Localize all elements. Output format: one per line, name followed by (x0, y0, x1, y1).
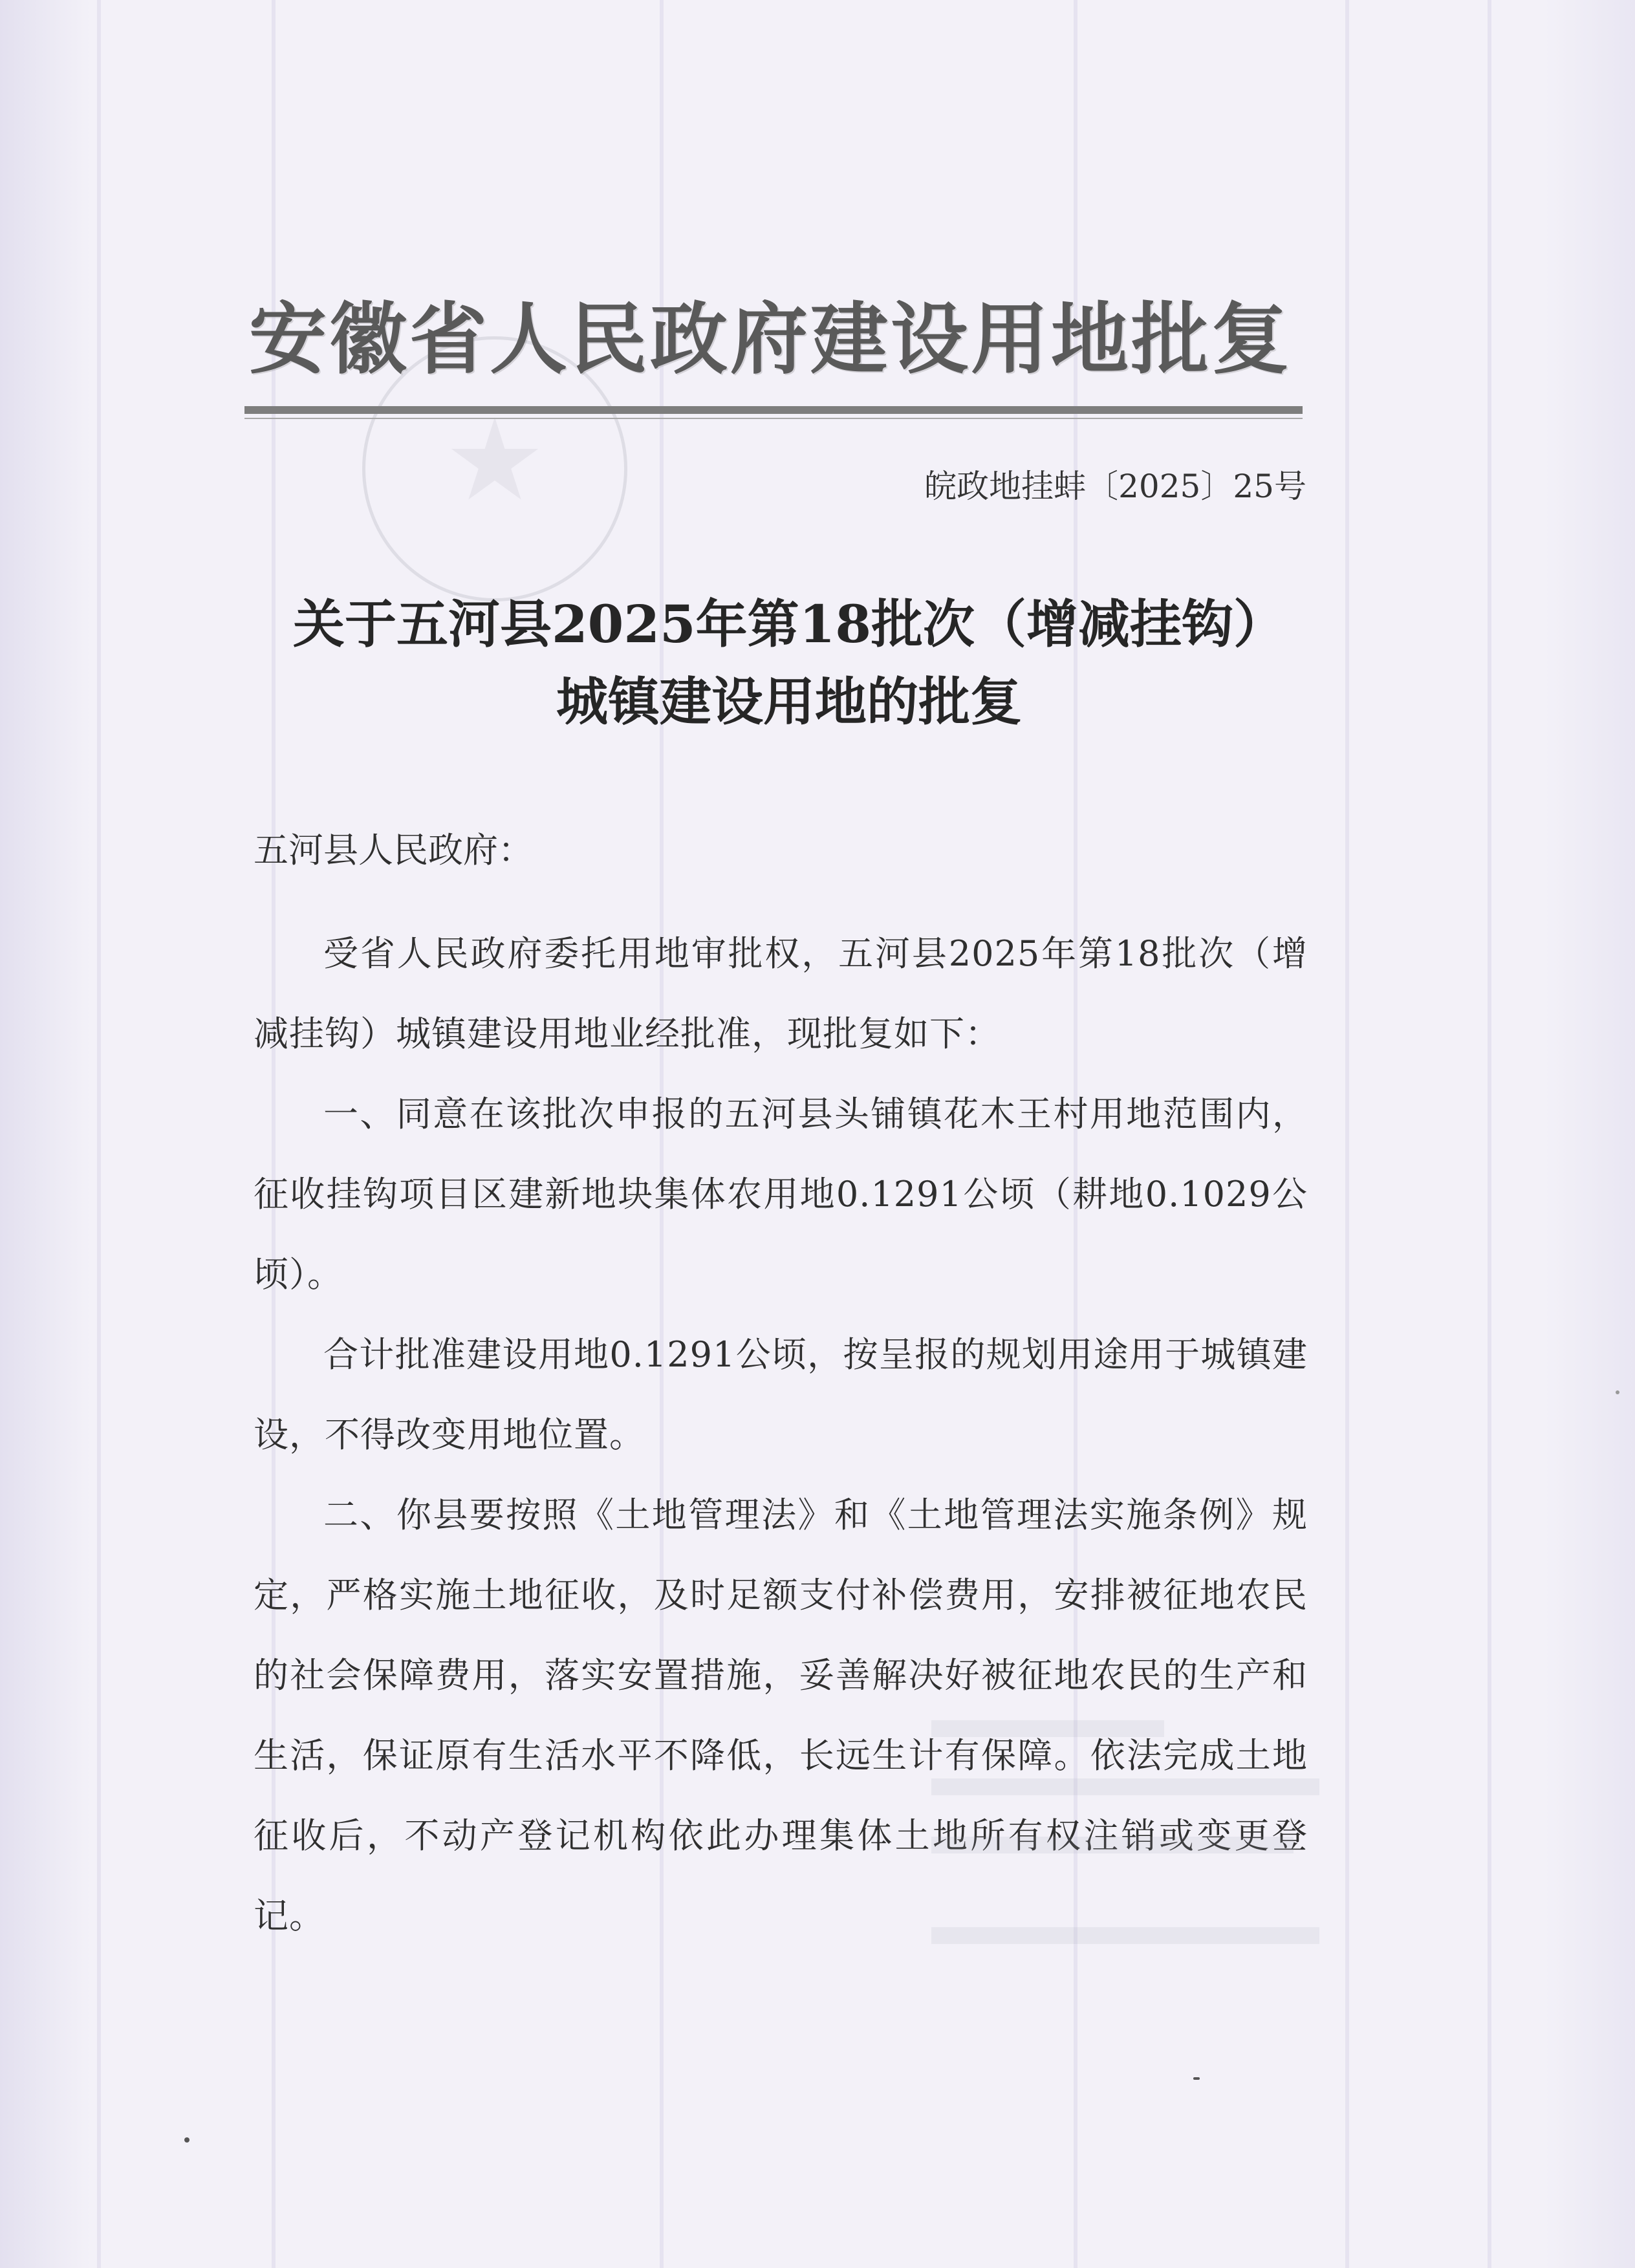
addressee: 五河县人民政府： (254, 830, 533, 870)
scan-streak (1488, 0, 1491, 2268)
bleed-through-line (931, 1720, 1164, 1737)
document-number: 皖政地挂蚌〔2025〕25号 (924, 468, 1306, 505)
body-paragraph: 一、同意在该批次申报的五河县头铺镇花木王村用地范围内，征收挂钩项目区建新地块集体农用地0.1291公顷（耕地0.1029公顷）。 (254, 1094, 1308, 1295)
document-title (194, 585, 1384, 740)
scan-streak (1345, 0, 1349, 2268)
bleed-through-line (931, 1927, 1319, 1944)
body-paragraph: 二、你县要按照《土地管理法》和《土地管理法实施条例》规定，严格实施土地征收，及时足额支付补偿费用，安排被征地农民的社会保障费用，落实安置措施，妥善解决好被征地农民的生产和生活，保证原有生活水平不降低，长远生计有保障。依法完成土地征收后，不动产登记机构依此办理集体土地所有权注销或变更登记。 (254, 1495, 1308, 1936)
scan-speck (184, 2137, 189, 2143)
scan-speck (1193, 2077, 1200, 2080)
bleed-through-line (931, 1778, 1319, 1795)
bleed-through-text (931, 1681, 1332, 1960)
header-divider (244, 406, 1303, 414)
document-title-line-2: 城镇建设用地的批复 (556, 671, 1022, 732)
document-header-title: 安徽省人民政府建设用地批复 (249, 294, 1292, 385)
document-title-line-1: 关于五河县2025年第18批次（增减挂钩） (293, 594, 1285, 654)
scan-speck (1616, 1390, 1619, 1394)
bleed-through-line (931, 1837, 1294, 1853)
header-divider-thin (244, 418, 1303, 419)
body-paragraph: 合计批准建设用地0.1291公顷，按呈报的规划用途用于城镇建设，不得改变用地位置。 (254, 1334, 1308, 1455)
scan-streak (97, 0, 101, 2268)
body-paragraph: 受省人民政府委托用地审批权，五河县2025年第18批次（增减挂钩）城镇建设用地业经批准，现批复如下： (254, 933, 1308, 1054)
